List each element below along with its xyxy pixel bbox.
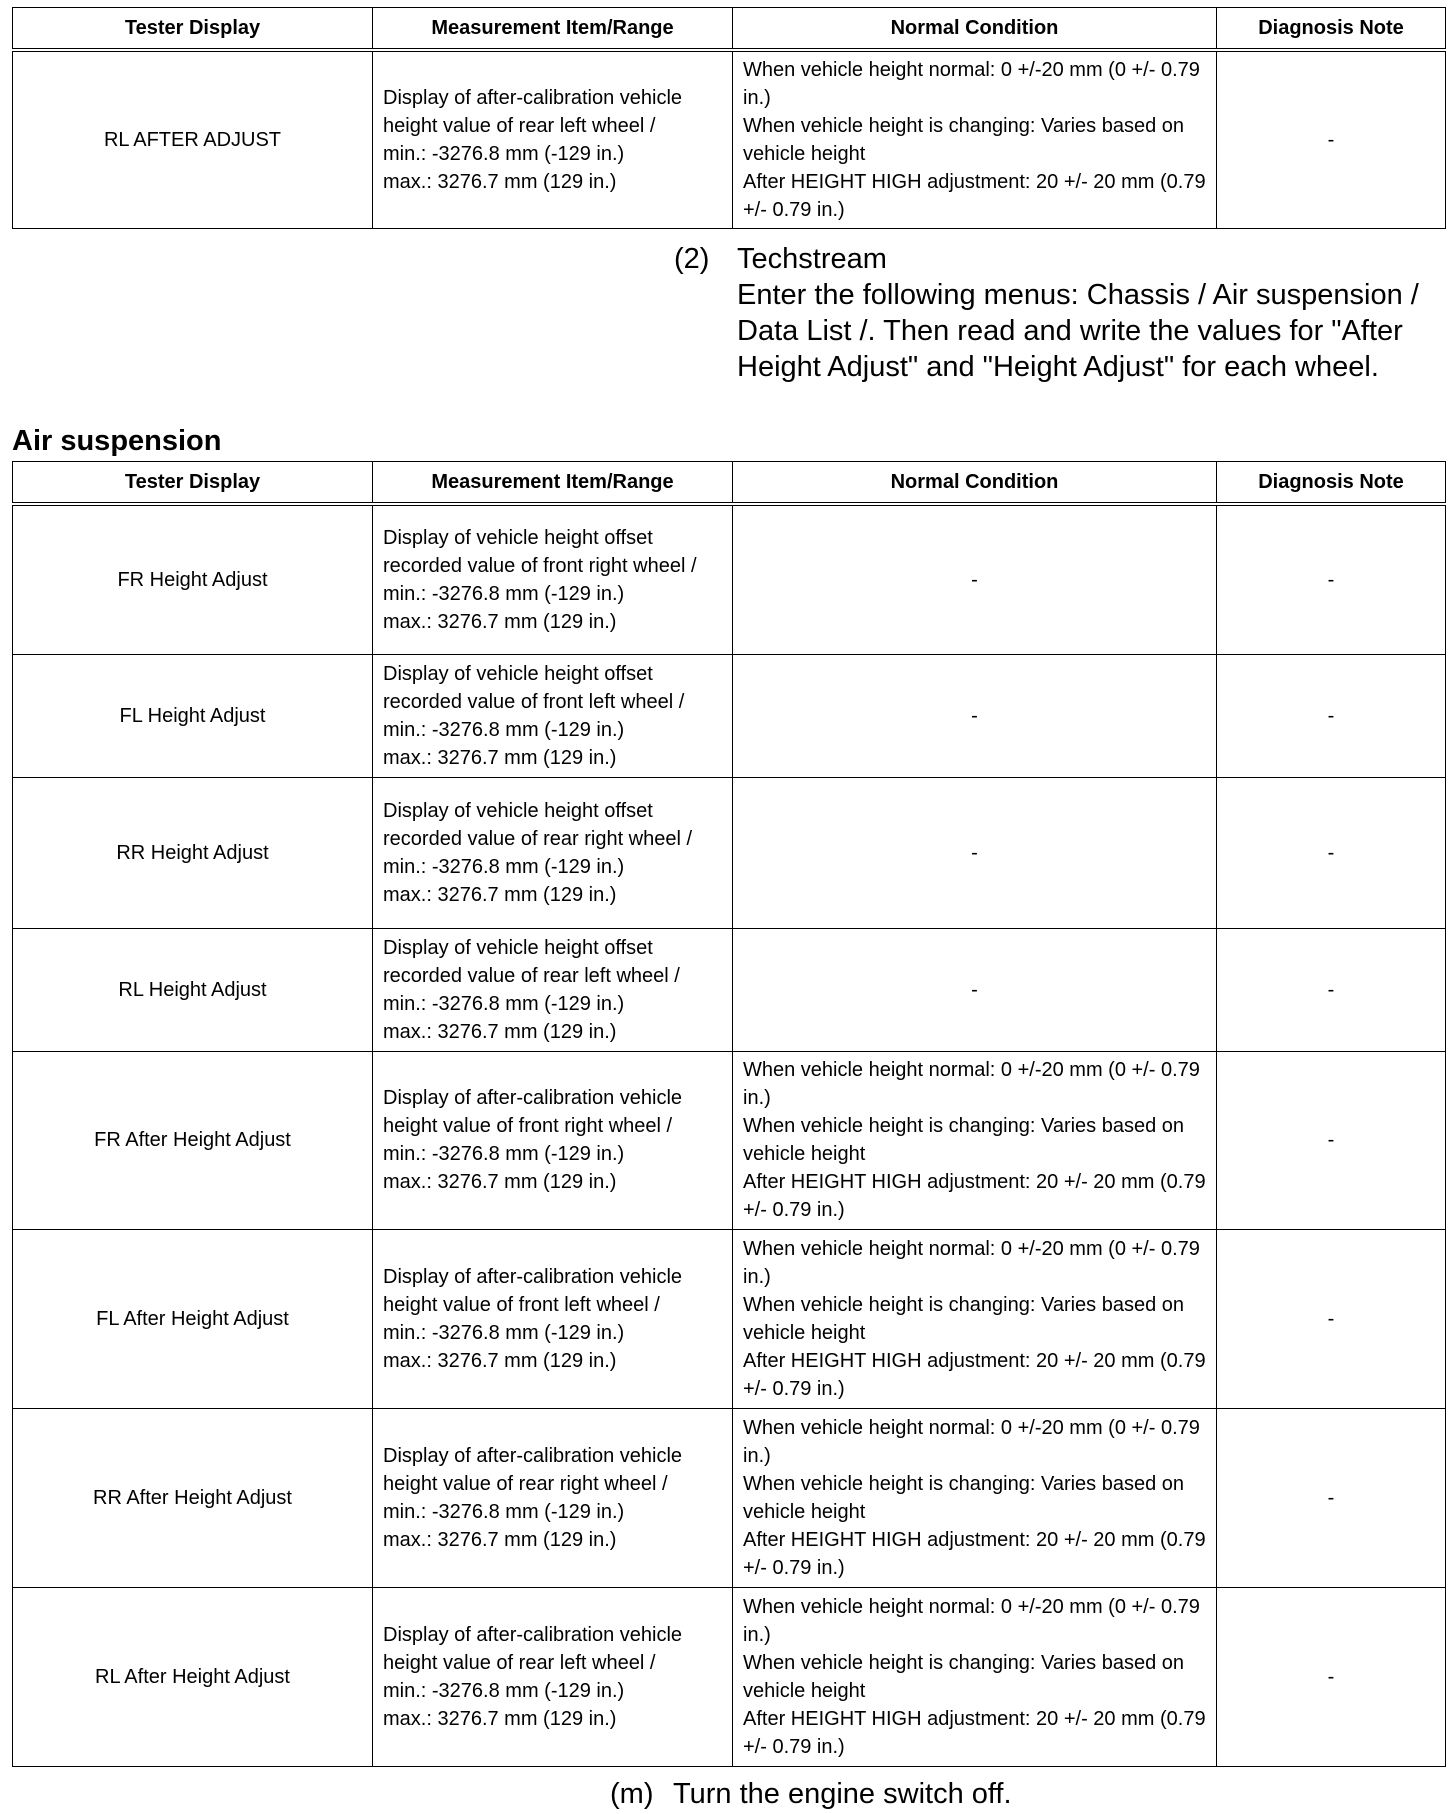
table-row <box>13 1051 1446 1229</box>
table-row <box>13 654 1446 777</box>
diagnosis-note-cell: - <box>1217 654 1446 777</box>
table-header-row <box>13 8 1446 51</box>
measurement-cell: Display of vehicle height offset recorded value of front right wheel / min.: -3276.8 mm (-129 in.) max.: 3276.7 mm (129 in.) <box>373 504 733 654</box>
table-row <box>13 1408 1446 1587</box>
normal-condition-cell: - <box>733 928 1217 1051</box>
data-table-air-suspension <box>12 461 1446 1767</box>
measurement-cell: Display of vehicle height offset recorded value of front left wheel / min.: -3276.8 mm (-129 in.) max.: 3276.7 mm (129 in.) <box>373 654 733 777</box>
tester-display-cell: RL AFTER ADJUST <box>13 50 373 228</box>
tester-display-cell: RL After Height Adjust <box>13 1587 373 1766</box>
step-title: Techstream <box>737 243 887 275</box>
header-tester-display: Tester Display <box>13 462 373 505</box>
table-row <box>13 1587 1446 1766</box>
table-row <box>13 928 1446 1051</box>
diagnosis-note-cell: - <box>1217 928 1446 1051</box>
header-measurement-item: Measurement Item/Range <box>373 462 733 505</box>
measurement-cell: Display of after-calibration vehicle height value of front left wheel / min.: -3276.8 mm (-129 in.) max.: 3276.7 mm (129 in.) <box>373 1229 733 1408</box>
measurement-cell: Display of vehicle height offset recorded value of rear left wheel / min.: -3276.8 mm (-129 in.) max.: 3276.7 mm (129 in.) <box>373 928 733 1051</box>
data-table-rl-after-adjust <box>12 7 1446 229</box>
tester-display-cell: RR Height Adjust <box>13 777 373 928</box>
step-instructions: Enter the following menus: Chassis / Air suspension / Data List /. Then read and write the values for "After Height Adjust" and "Height Adjust" for each wheel. <box>737 279 1419 383</box>
table-row <box>13 504 1446 654</box>
tester-display-cell: FL Height Adjust <box>13 654 373 777</box>
tester-display-cell: FR Height Adjust <box>13 504 373 654</box>
header-normal-condition: Normal Condition <box>733 462 1217 505</box>
measurement-cell: Display of after-calibration vehicle height value of rear right wheel / min.: -3276.8 mm (-129 in.) max.: 3276.7 mm (129 in.) <box>373 1408 733 1587</box>
tester-display-cell: FR After Height Adjust <box>13 1051 373 1229</box>
measurement-cell: Display of after-calibration vehicle height value of rear left wheel / min.: -3276.8 mm (-129 in.) max.: 3276.7 mm (129 in.) <box>373 50 733 228</box>
table-row <box>13 1229 1446 1408</box>
header-diagnosis-note: Diagnosis Note <box>1217 462 1446 505</box>
header-diagnosis-note: Diagnosis Note <box>1217 8 1446 51</box>
header-measurement-item: Measurement Item/Range <box>373 8 733 51</box>
diagnosis-note-cell: - <box>1217 777 1446 928</box>
tester-display-cell: RR After Height Adjust <box>13 1408 373 1587</box>
step-instructions: Turn the engine switch off. <box>673 1778 1012 1810</box>
normal-condition-cell: - <box>733 654 1217 777</box>
diagnosis-note-cell: - <box>1217 1587 1446 1766</box>
normal-condition-cell: When vehicle height normal: 0 +/-20 mm (0 +/- 0.79 in.) When vehicle height is changing: Varies based on vehicle height After HEIGHT HIGH adjustment: 20 +/- 20 mm (0.79 +/- 0.79 in.) <box>733 1051 1217 1229</box>
normal-condition-cell: - <box>733 504 1217 654</box>
diagnosis-note-cell: - <box>1217 1229 1446 1408</box>
tester-display-cell: RL Height Adjust <box>13 928 373 1051</box>
step-body <box>737 241 1447 385</box>
table-row <box>13 50 1446 228</box>
measurement-cell: Display of after-calibration vehicle height value of rear left wheel / min.: -3276.8 mm (-129 in.) max.: 3276.7 mm (129 in.) <box>373 1587 733 1766</box>
diagnosis-note-cell: - <box>1217 50 1446 228</box>
header-normal-condition: Normal Condition <box>733 8 1217 51</box>
tester-display-cell: FL After Height Adjust <box>13 1229 373 1408</box>
normal-condition-cell: When vehicle height normal: 0 +/-20 mm (0 +/- 0.79 in.) When vehicle height is changing: Varies based on vehicle height After HEIGHT HIGH adjustment: 20 +/- 20 mm (0.79 +/- 0.79 in.) <box>733 1587 1217 1766</box>
normal-condition-cell: - <box>733 777 1217 928</box>
header-tester-display: Tester Display <box>13 8 373 51</box>
measurement-cell: Display of after-calibration vehicle height value of front right wheel / min.: -3276.8 mm (-129 in.) max.: 3276.7 mm (129 in.) <box>373 1051 733 1229</box>
section-title: Air suspension <box>12 425 222 457</box>
diagnosis-note-cell: - <box>1217 1051 1446 1229</box>
step-number: (m) <box>610 1778 654 1810</box>
measurement-cell: Display of vehicle height offset recorded value of rear right wheel / min.: -3276.8 mm (-129 in.) max.: 3276.7 mm (129 in.) <box>373 777 733 928</box>
table-header-row <box>13 462 1446 505</box>
step-number: (2) <box>674 243 710 275</box>
normal-condition-cell: When vehicle height normal: 0 +/-20 mm (0 +/- 0.79 in.) When vehicle height is changing: Varies based on vehicle height After HEIGHT HIGH adjustment: 20 +/- 20 mm (0.79 +/- 0.79 in.) <box>733 50 1217 228</box>
normal-condition-cell: When vehicle height normal: 0 +/-20 mm (0 +/- 0.79 in.) When vehicle height is changing: Varies based on vehicle height After HEIGHT HIGH adjustment: 20 +/- 20 mm (0.79 +/- 0.79 in.) <box>733 1229 1217 1408</box>
diagnosis-note-cell: - <box>1217 504 1446 654</box>
diagnosis-note-cell: - <box>1217 1408 1446 1587</box>
normal-condition-cell: When vehicle height normal: 0 +/-20 mm (0 +/- 0.79 in.) When vehicle height is changing: Varies based on vehicle height After HEIGHT HIGH adjustment: 20 +/- 20 mm (0.79 +/- 0.79 in.) <box>733 1408 1217 1587</box>
table-row <box>13 777 1446 928</box>
